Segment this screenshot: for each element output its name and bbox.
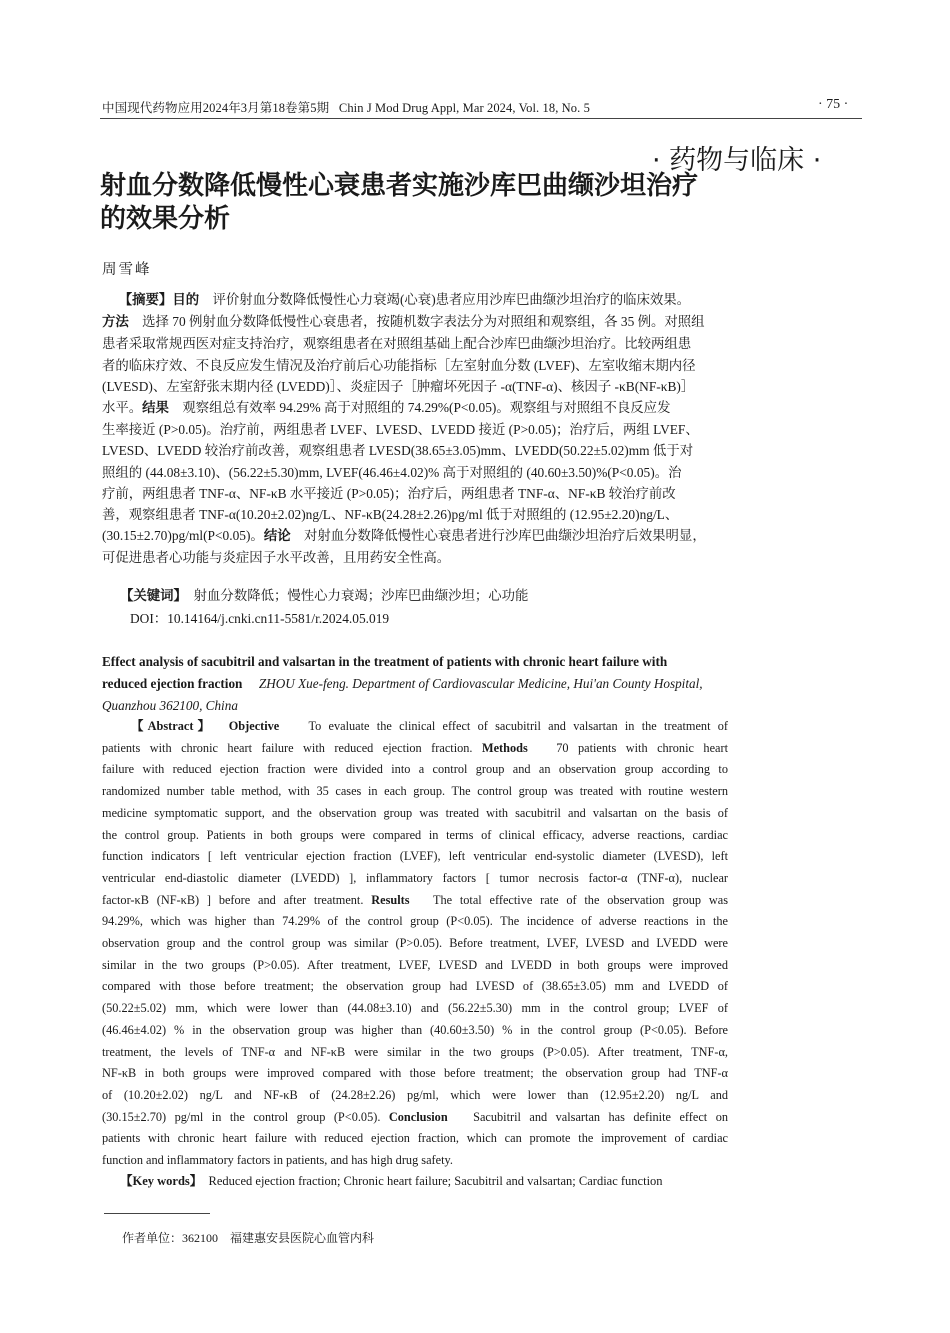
en-title-line: Quanzhou 362100, China (102, 698, 238, 713)
abstract-en-label: 【Abstract】 (131, 719, 215, 733)
keywords-text: 射血分数降低；慢性心力衰竭；沙库巴曲缬沙坦；心功能 (193, 588, 529, 603)
abstract-en-line: randomized number table method, with 35 cases in each group. The control group was treated with routine western (102, 784, 728, 799)
keywords-label: 【关键词】 (120, 589, 187, 604)
abstract-line: 患者采取常规西医对症支持治疗，观察组患者在对照组基础上配合沙库巴曲缬沙坦治疗。比较两组患 (102, 336, 692, 352)
abstract-en-line: (50.22±5.02) mm, which were lower than (44.08±3.10) and (56.22±5.30) mm in the control group; LVEF of (102, 1001, 728, 1016)
abstract-en-line: failure with reduced ejection fraction were divided into a control group and an observation group according to (102, 762, 728, 777)
abstract-en-line: NF-κB in both groups were improved compared with those before treatment; the observation group had TNF-α (102, 1066, 728, 1081)
conclusion-label: 结论 (263, 529, 291, 545)
abstract-en-line: the control group. Patients in both groups were compared in terms of clinical efficacy, adverse reactions, cardiac (102, 827, 728, 842)
methods-en-label: Methods (481, 740, 528, 755)
abstract-en-line: function and inflammatory factors in patients, and has high drug safety. (102, 1153, 453, 1168)
abstract-cn (102, 289, 730, 569)
abstract-en-line: function indicators [ left ventricular ejection fraction (LVEF), left ventricular end-systolic diameter (LVESD), left (102, 849, 728, 864)
title-line: 的效果分析 (100, 204, 231, 234)
objective-en-label: Objective (228, 719, 280, 733)
objective-label: 目的 (172, 293, 200, 308)
abstract-line: 者的临床疗效、不良反应发生情况及治疗前后心功能指标［左室射血分数 (LVEF)、左室收缩末期内径 (102, 357, 696, 373)
keywords-en (120, 1171, 663, 1189)
abstract-en-line: treatment, the levels of TNF-α and NF-κB were similar in the two groups (P>0.05). After treatment, TNF-α, (102, 1044, 728, 1059)
english-title-block (102, 651, 728, 717)
en-title-line: Effect analysis of sacubitril and valsartan in the treatment of patients with chronic heart failure with (102, 654, 668, 669)
abstract-en-line: (46.46±4.02) % in the observation group was higher than (40.60±3.50) % in the control group (P<0.05). Before (102, 1022, 728, 1037)
abstract-line: 照组的 (44.08±3.10)、(56.22±5.30)mm, LVEF(46.46±4.02)% 高于对照组的 (40.60±3.50)%(P<0.05)。治 (102, 464, 682, 480)
author-affiliation-footnote: 作者单位：362100 福建惠安县医院心血管内科 (122, 1231, 375, 1245)
abstract-en (102, 716, 728, 1172)
journal-name-cn: 中国现代药物应用2024年3月第18卷第5期 (102, 101, 330, 115)
abstract-en-line: (30.15±2.70) pg/ml in the control group (P<0.05). Conclusion Sacubitril and valsartan has definite effect on (102, 1109, 728, 1124)
keywords-en-label: 【Key words】 (120, 1174, 203, 1188)
doi: DOI：10.14164/j.cnki.cn11-5581/r.2024.05.019 (130, 611, 390, 626)
conclusion-en-label: Conclusion (388, 1109, 448, 1124)
footnote-divider (104, 1213, 210, 1214)
abstract-en-line: factor-κB (NF-κB) ] before and after treatment. Results The total effective rate of the observation group was (102, 892, 729, 907)
abstract-line: 疗前，两组患者 TNF-α、NF-κB 水平接近 (P>0.05)；治疗后，两组患者 TNF-α、NF-κB 较治疗前改 (102, 485, 676, 501)
article-title (100, 170, 800, 236)
abstract-line: 水平。结果 观察组总有效率 94.29% 高于对照组的 74.29%(P<0.05)。观察组与对照组不良反应发 (102, 400, 671, 417)
keywords-en-text: Reduced ejection fraction; Chronic heart failure; Sacubitril and valsartan; Cardiac function (208, 1174, 663, 1188)
en-title-line: reduced ejection fraction ZHOU Xue-feng. Department of Cardiovascular Medicine, Hui'an County Hospital, (102, 676, 703, 691)
header-divider (100, 118, 862, 119)
abstract-line: (LVESD)、左室舒张末期内径 (LVEDD)］、炎症因子［肿瘤坏死因子 -α(TNF-α)、核因子 -κB(NF-κB)］ (102, 378, 695, 394)
abstract-en-line: 【Abstract】 Objective To evaluate the clinical effect of sacubitril and valsartan in the treatment of (131, 719, 729, 733)
abstract-en-line: patients with chronic heart failure with reduced ejection fraction. Methods 70 patients with chronic heart (102, 740, 728, 755)
results-label: 结果 (142, 401, 169, 417)
abstract-en-line: similar in the two groups (P>0.05). After treatment, LVEF, LVESD and LVEDD in both groups were improved (102, 957, 728, 972)
abstract-line: (30.15±2.70)pg/ml(P<0.05)。结论 对射血分数降低慢性心衰患者进行沙库巴曲缬沙坦治疗后效果明显， (102, 528, 706, 545)
running-header (102, 98, 590, 116)
abstract-line: 【摘要】目的 评价射血分数降低慢性心力衰竭(心衰)患者应用沙库巴曲缬沙坦治疗的临床效果。 (118, 292, 691, 308)
abstract-line: LVESD、LVEDD 较治疗前改善，观察组患者 LVESD(38.65±3.05)mm、LVEDD(50.22±5.02)mm 低于对 (102, 443, 694, 459)
results-en-label: Results (371, 892, 410, 907)
abstract-en-line: 94.29%, which was higher than 74.29% of the control group (P<0.05). The incidence of adverse reactions in the (102, 914, 728, 929)
abstract-en-line: compared with those before treatment; the observation group had LVESD of (38.65±3.05) mm and LVEDD of (102, 979, 728, 994)
section-label: · 药物与临床 · (652, 145, 822, 176)
abstract-en-line: patients with chronic heart failure with reduced ejection fraction, which can promote the improvement of cardiac (102, 1131, 728, 1146)
methods-label: 方法 (102, 315, 129, 331)
abstract-line: 方法 选择 70 例射血分数降低慢性心衰患者，按随机数字表法分为对照组和观察组，各 35 例。对照组 (102, 314, 705, 331)
abstract-en-line: ventricular end-diastolic diameter (LVEDD) ], inflammatory factors [ tumor necrosis factor-α (TNF-α), nuclear (102, 870, 728, 885)
keywords-cn (120, 585, 528, 604)
abstract-en-line: observation group and the control group was similar (P>0.05). Before treatment, LVEF, LVESD and LVEDD were (102, 936, 728, 951)
page-number: · 75 · (818, 97, 849, 112)
abstract-line: 善，观察组患者 TNF-α(10.20±2.02)ng/L、NF-κB(24.28±2.26)pg/ml 低于对照组的 (12.95±2.20)ng/L、 (102, 507, 679, 523)
title-line: 射血分数降低慢性心衰患者实施沙库巴曲缬沙坦治疗 (100, 171, 699, 201)
author: 周雪峰 (102, 262, 152, 278)
abstract-line: 生率接近 (P>0.05)。治疗前，两组患者 LVEF、LVESD、LVEDD 接近 (P>0.05)；治疗后，两组 LVEF、 (102, 422, 699, 438)
abstract-line: 可促进患者心功能与炎症因子水平改善，且用药安全性高。 (102, 550, 451, 566)
abstract-en-line: of (10.20±2.02) ng/L and NF-κB of (24.28±2.26) pg/ml, which were lower than (12.95±2.20) ng/L and (102, 1087, 728, 1102)
journal-name-en: Chin J Mod Drug Appl, Mar 2024, Vol. 18, No. 5 (338, 101, 590, 115)
abstract-label: 【摘要】 (118, 293, 173, 308)
en-author-affiliation: ZHOU Xue-feng. Department of Cardiovascular Medicine, Hui'an County Hospital, (258, 676, 703, 691)
abstract-en-line: medicine symptomatic support, and the observation group was treated with sacubitril and valsartan on the basis of (102, 805, 728, 820)
